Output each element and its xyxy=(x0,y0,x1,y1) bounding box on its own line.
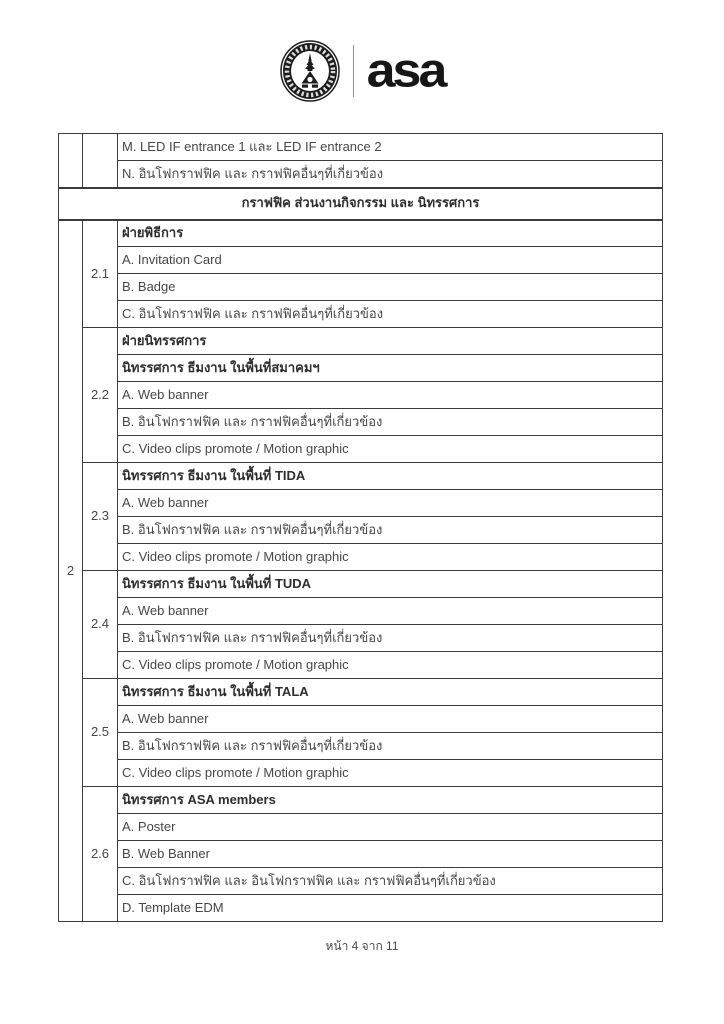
table-row xyxy=(59,625,663,652)
subsection-number-cell: 2.3 xyxy=(83,463,118,571)
table-row xyxy=(59,598,663,625)
deliverables-table xyxy=(58,133,663,922)
table-row xyxy=(59,436,663,463)
row-text-cell: M. LED IF entrance 1 และ LED IF entrance 2 xyxy=(118,134,663,161)
row-subnumber-cell xyxy=(83,134,118,188)
subsection-number-cell: 2.2 xyxy=(83,328,118,463)
table-row xyxy=(59,134,663,161)
row-text-cell: ฝ่ายนิทรรศการ xyxy=(118,328,663,355)
row-text-cell: A. Web banner xyxy=(118,598,663,625)
row-text-cell: นิทรรศการ ธีมงาน ในพื้นที่ TUDA xyxy=(118,571,663,598)
section-header-row xyxy=(59,188,663,220)
table-row xyxy=(59,868,663,895)
row-number-cell xyxy=(59,134,83,188)
table-row xyxy=(59,787,663,814)
table-row xyxy=(59,301,663,328)
row-text-cell: B. อินโฟกราฟฟิค และ กราฟฟิคอื่นๆที่เกี่ยวข้อง xyxy=(118,409,663,436)
table-row xyxy=(59,652,663,679)
row-text-cell: B. Web Banner xyxy=(118,841,663,868)
row-text-cell: ฝ่ายพิธีการ xyxy=(118,220,663,247)
table-row xyxy=(59,733,663,760)
table-row xyxy=(59,517,663,544)
table-row xyxy=(59,814,663,841)
page-number: หน้า 4 จาก 11 xyxy=(325,939,399,953)
subsection-number-cell: 2.4 xyxy=(83,571,118,679)
table-row xyxy=(59,544,663,571)
table-row xyxy=(59,328,663,355)
row-text-cell: นิทรรศการ ธีมงาน ในพื้นที่ TIDA xyxy=(118,463,663,490)
row-text-cell: A. Web banner xyxy=(118,706,663,733)
table-row xyxy=(59,841,663,868)
table-row xyxy=(59,274,663,301)
row-text-cell: C. Video clips promote / Motion graphic xyxy=(118,760,663,787)
table-row xyxy=(59,760,663,787)
section-header-cell: กราฟฟิค ส่วนงานกิจกรรม และ นิทรรศการ xyxy=(59,188,663,220)
table-row xyxy=(59,679,663,706)
row-text-cell: นิทรรศการ ASA members xyxy=(118,787,663,814)
table-row xyxy=(59,490,663,517)
row-text-cell: A. Web banner xyxy=(118,490,663,517)
row-text-cell: C. อินโฟกราฟฟิค และ กราฟฟิคอื่นๆที่เกี่ยวข้อง xyxy=(118,301,663,328)
subsection-number-cell: 2.5 xyxy=(83,679,118,787)
row-text-cell: D. Template EDM xyxy=(118,895,663,922)
table-row xyxy=(59,706,663,733)
row-text-cell: B. Badge xyxy=(118,274,663,301)
row-text-cell: A. Invitation Card xyxy=(118,247,663,274)
section-number-cell: 2 xyxy=(59,220,83,922)
table-row xyxy=(59,409,663,436)
row-text-cell: C. Video clips promote / Motion graphic xyxy=(118,544,663,571)
row-text-cell: C. อินโฟกราฟฟิค และ อินโฟกราฟฟิค และ กราฟฟิคอื่นๆที่เกี่ยวข้อง xyxy=(118,868,663,895)
row-text-cell: B. อินโฟกราฟฟิค และ กราฟฟิคอื่นๆที่เกี่ยวข้อง xyxy=(118,625,663,652)
row-text-cell: นิทรรศการ ธีมงาน ในพื้นที่ TALA xyxy=(118,679,663,706)
row-text-cell: A. Web banner xyxy=(118,382,663,409)
table-row xyxy=(59,895,663,922)
row-text-cell: B. อินโฟกราฟฟิค และ กราฟฟิคอื่นๆที่เกี่ยวข้อง xyxy=(118,733,663,760)
table-row xyxy=(59,571,663,598)
asa-seal-icon xyxy=(280,40,340,102)
subsection-number-cell: 2.1 xyxy=(83,220,118,328)
table-row xyxy=(59,247,663,274)
table-row xyxy=(59,355,663,382)
row-text-cell: C. Video clips promote / Motion graphic xyxy=(118,652,663,679)
table-row xyxy=(59,382,663,409)
row-text-cell: A. Poster xyxy=(118,814,663,841)
asa-logo xyxy=(0,38,724,104)
logo-divider xyxy=(353,45,354,97)
row-text-cell: C. Video clips promote / Motion graphic xyxy=(118,436,663,463)
row-text-cell: B. อินโฟกราฟฟิค และ กราฟฟิคอื่นๆที่เกี่ยวข้อง xyxy=(118,517,663,544)
table-row xyxy=(59,463,663,490)
row-text-cell: นิทรรศการ ธีมงาน ในพื้นที่สมาคมฯ xyxy=(118,355,663,382)
subsection-number-cell: 2.6 xyxy=(83,787,118,922)
table-row xyxy=(59,220,663,247)
asa-wordmark: asa xyxy=(366,44,445,98)
row-text-cell: N. อินโฟกราฟฟิค และ กราฟฟิคอื่นๆที่เกี่ยวข้อง xyxy=(118,161,663,188)
table-row xyxy=(59,161,663,188)
